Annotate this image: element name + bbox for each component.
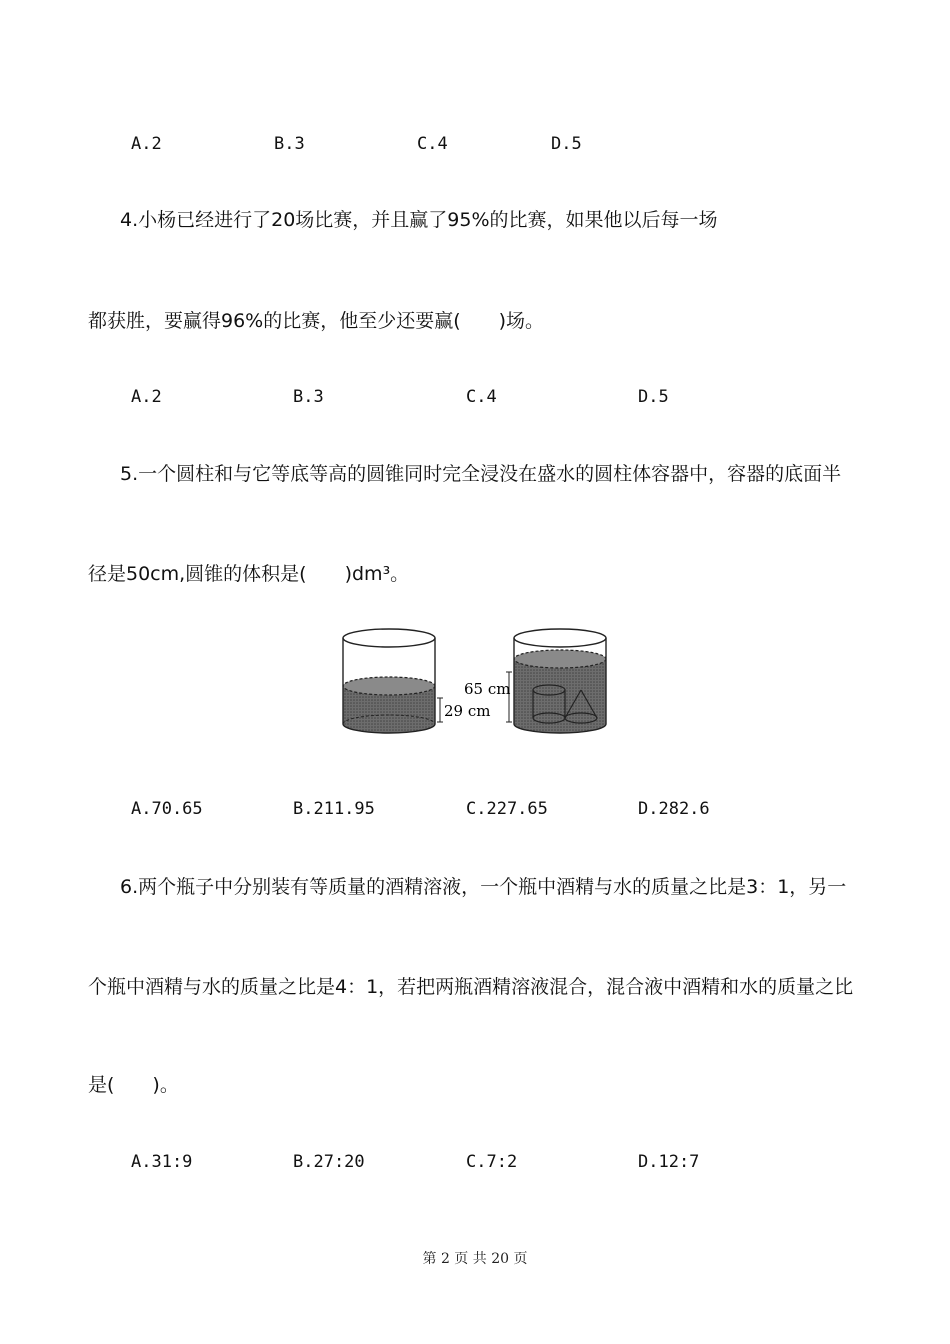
q5-option-a: A.70.65 [131, 799, 203, 819]
containers-diagram [338, 624, 618, 736]
label-65cm: 65 cm [464, 680, 511, 698]
q4-option-d: D.5 [638, 387, 669, 407]
q6-option-c: C.7:2 [466, 1152, 518, 1172]
q6-text-line1: 6.两个瓶子中分别装有等质量的酒精溶液，一个瓶中酒精与水的质量之比是3：1，另一 [120, 876, 847, 898]
q4-text-line2: 都获胜，要赢得96%的比赛，他至少还要赢( )场。 [88, 310, 545, 332]
q3-option-a: A.2 [131, 134, 162, 154]
q6-option-a: A.31:9 [131, 1152, 193, 1172]
q5-text-line2: 径是50cm,圆锥的体积是( )dm³。 [88, 563, 410, 585]
q6-text-line3: 是( )。 [88, 1074, 179, 1096]
left-container [343, 629, 443, 733]
q6-option-d: D.12:7 [638, 1152, 700, 1172]
q4-option-b: B.3 [293, 387, 324, 407]
q5-option-c: C.227.65 [466, 799, 548, 819]
page-footer: 第 2 页 共 20 页 [422, 1251, 528, 1267]
q4-text-line1: 4.小杨已经进行了20场比赛，并且赢了95%的比赛，如果他以后每一场 [120, 209, 718, 231]
q5-option-b: B.211.95 [293, 799, 375, 819]
q3-option-b: B.3 [274, 134, 305, 154]
q4-option-a: A.2 [131, 387, 162, 407]
q5-option-d: D.282.6 [638, 799, 710, 819]
label-29cm: 29 cm [444, 702, 491, 720]
q3-option-c: C.4 [417, 134, 448, 154]
q6-text-line2: 个瓶中酒精与水的质量之比是4：1，若把两瓶酒精溶液混合，混合液中酒精和水的质量之比 [88, 976, 854, 998]
q5-container-figure [338, 624, 618, 736]
q6-option-b: B.27:20 [293, 1152, 365, 1172]
q4-option-c: C.4 [466, 387, 497, 407]
q3-option-d: D.5 [551, 134, 582, 154]
q5-text-line1: 5.一个圆柱和与它等底等高的圆锥同时完全浸没在盛水的圆柱体容器中，容器的底面半 [120, 463, 842, 485]
right-container [506, 629, 606, 733]
